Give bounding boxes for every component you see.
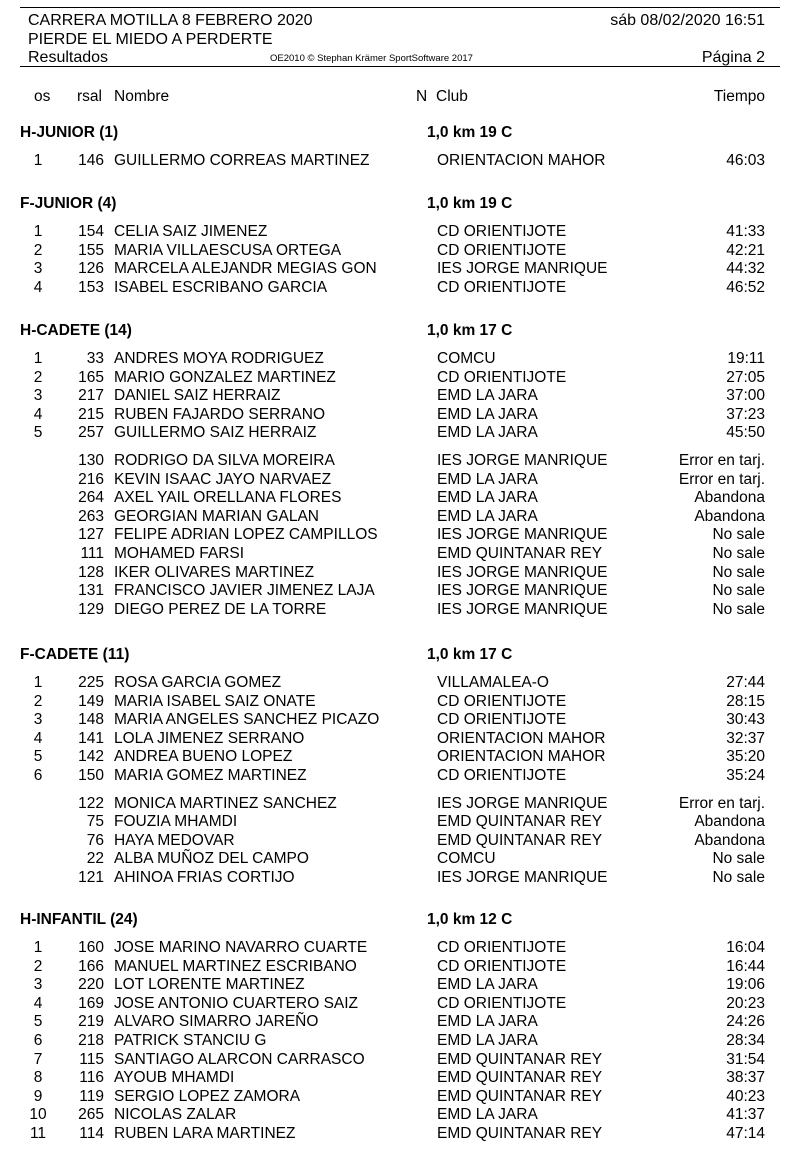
bib-number: 264 bbox=[78, 489, 104, 507]
runner-name: MARIA ISABEL SAIZ ONATE bbox=[114, 692, 316, 710]
col-head-club: Club bbox=[436, 88, 468, 105]
position: 5 bbox=[33, 424, 43, 442]
runner-name: CELIA SAIZ JIMENEZ bbox=[114, 223, 268, 240]
category-heading bbox=[0, 124, 800, 144]
club-name: EMD LA JARA bbox=[437, 470, 538, 488]
result-row bbox=[0, 730, 800, 749]
bib-number: 155 bbox=[78, 241, 104, 259]
club-name: COMCU bbox=[437, 850, 496, 868]
bib-number: 121 bbox=[78, 869, 104, 886]
club-name: ORIENTACION MAHOR bbox=[437, 152, 606, 169]
bib-number: 111 bbox=[80, 545, 104, 562]
result-row bbox=[0, 1013, 800, 1032]
club-name: EMD LA JARA bbox=[437, 1032, 538, 1049]
club-name: CD ORIENTIJOTE bbox=[437, 223, 567, 240]
bib-number: 160 bbox=[78, 939, 104, 956]
bib-number: 217 bbox=[78, 387, 104, 405]
runner-name: ALVARO SIMARRO JAREÑO bbox=[114, 1013, 319, 1031]
finish-time: 38:37 bbox=[726, 1069, 765, 1087]
club-name: COMCU bbox=[437, 350, 496, 367]
club-name: VILLAMALEA-O bbox=[437, 674, 549, 691]
runner-name: ANDREA BUENO LOPEZ bbox=[114, 748, 293, 766]
header-bottom-rule bbox=[20, 66, 780, 67]
non-finisher-row bbox=[0, 452, 800, 471]
runner-name: SERGIO LOPEZ ZAMORA bbox=[114, 1087, 301, 1105]
finish-time: 47:14 bbox=[726, 1125, 765, 1142]
bib-number: 265 bbox=[78, 1106, 104, 1124]
category-heading bbox=[0, 646, 800, 666]
club-name: EMD QUINTANAR REY bbox=[437, 1069, 603, 1087]
position: 3 bbox=[33, 711, 43, 729]
club-name: CD ORIENTIJOTE bbox=[437, 692, 567, 710]
finish-time: 28:15 bbox=[726, 692, 765, 710]
position: 1 bbox=[33, 674, 43, 691]
club-name: CD ORIENTIJOTE bbox=[437, 767, 567, 784]
club-name: IES JORGE MANRIQUE bbox=[437, 526, 608, 544]
bib-number: 22 bbox=[86, 850, 104, 868]
runner-name: MOHAMED FARSI bbox=[114, 545, 245, 562]
result-row bbox=[0, 958, 800, 977]
result-row bbox=[0, 406, 800, 425]
result-row bbox=[0, 1032, 800, 1051]
bib-number: 76 bbox=[86, 831, 104, 849]
bib-number: 215 bbox=[78, 405, 104, 423]
club-name: EMD QUINTANAR REY bbox=[437, 1125, 603, 1142]
runner-name: MARIO GONZALEZ MARTINEZ bbox=[114, 368, 336, 386]
finish-time: No sale bbox=[712, 582, 765, 600]
finish-time: Error en tarj. bbox=[678, 452, 765, 469]
event-title: CARRERA MOTILLA 8 FEBRERO 2020 bbox=[28, 12, 313, 29]
club-name: EMD QUINTANAR REY bbox=[437, 545, 603, 562]
finish-time: 37:23 bbox=[726, 405, 765, 423]
runner-name: MARIA VILLAESCUSA ORTEGA bbox=[114, 241, 342, 259]
non-finisher-row bbox=[0, 582, 800, 601]
category-course-info: 1,0 km 12 C bbox=[427, 911, 513, 928]
category-heading bbox=[0, 322, 800, 342]
runner-name: DANIEL SAIZ HERRAIZ bbox=[114, 387, 281, 405]
result-row bbox=[0, 674, 800, 693]
position: 4 bbox=[33, 729, 43, 747]
club-name: EMD QUINTANAR REY bbox=[437, 1050, 603, 1068]
non-finisher-row bbox=[0, 508, 800, 527]
non-finisher-row bbox=[0, 869, 800, 888]
position: 9 bbox=[33, 1087, 43, 1105]
non-finisher-row bbox=[0, 526, 800, 545]
runner-name: JOSE ANTONIO CUARTERO SAIZ bbox=[114, 994, 359, 1012]
bib-number: 225 bbox=[78, 674, 104, 691]
header-top-rule bbox=[20, 7, 780, 8]
club-name: EMD QUINTANAR REY bbox=[437, 813, 603, 831]
club-name: EMD LA JARA bbox=[437, 424, 538, 442]
runner-name: GUILLERMO SAIZ HERRAIZ bbox=[114, 424, 317, 442]
position: 3 bbox=[33, 976, 43, 994]
runner-name: DIEGO PEREZ DE LA TORRE bbox=[114, 600, 327, 618]
runner-name: AYOUB MHAMDI bbox=[114, 1069, 235, 1087]
position: 1 bbox=[33, 939, 43, 956]
finish-time: No sale bbox=[712, 869, 765, 886]
club-name: EMD LA JARA bbox=[437, 976, 538, 994]
club-name: EMD LA JARA bbox=[437, 489, 538, 507]
position: 3 bbox=[33, 387, 43, 405]
runner-name: LOT LORENTE MARTINEZ bbox=[114, 976, 305, 994]
club-name: CD ORIENTIJOTE bbox=[437, 994, 567, 1012]
col-head-time: Tiempo bbox=[713, 88, 765, 105]
bib-number: 146 bbox=[78, 152, 104, 169]
position: 4 bbox=[33, 994, 43, 1012]
runner-name: GEORGIAN MARIAN GALAN bbox=[114, 507, 319, 525]
category-name: F-CADETE (11) bbox=[20, 646, 130, 663]
runner-name: RUBEN LARA MARTINEZ bbox=[114, 1125, 296, 1142]
runner-name: AHINOA FRIAS CORTIJO bbox=[114, 869, 295, 886]
club-name: IES JORGE MANRIQUE bbox=[437, 563, 608, 581]
bib-number: 154 bbox=[78, 223, 104, 240]
result-row bbox=[0, 242, 800, 261]
finish-time: No sale bbox=[712, 545, 765, 562]
position: 2 bbox=[33, 957, 43, 975]
position: 2 bbox=[33, 368, 43, 386]
runner-name: MARIA ANGELES SANCHEZ PICAZO bbox=[114, 711, 380, 729]
category-name: H-JUNIOR (1) bbox=[20, 124, 119, 141]
club-name: EMD LA JARA bbox=[437, 387, 538, 405]
result-row bbox=[0, 748, 800, 767]
bib-number: 220 bbox=[78, 976, 104, 994]
finish-time: 35:20 bbox=[726, 748, 765, 766]
position: 2 bbox=[33, 692, 43, 710]
runner-name: KEVIN ISAAC JAYO NARVAEZ bbox=[114, 470, 332, 488]
finish-time: Abandona bbox=[694, 813, 765, 831]
finish-time: 20:23 bbox=[726, 994, 765, 1012]
runner-name: FELIPE ADRIAN LOPEZ CAMPILLOS bbox=[114, 526, 378, 544]
category-heading bbox=[0, 195, 800, 215]
club-name: CD ORIENTIJOTE bbox=[437, 368, 567, 386]
finish-time: No sale bbox=[712, 563, 765, 581]
bib-number: 127 bbox=[78, 526, 104, 544]
bib-number: 122 bbox=[78, 794, 104, 812]
finish-time: 44:32 bbox=[726, 260, 765, 278]
bib-number: 165 bbox=[78, 368, 104, 386]
non-finisher-row bbox=[0, 564, 800, 583]
category-name: H-CADETE (14) bbox=[20, 322, 132, 339]
runner-name: ROSA GARCIA GOMEZ bbox=[114, 674, 282, 691]
club-name: EMD LA JARA bbox=[437, 1013, 538, 1031]
runner-name: IKER OLIVARES MARTINEZ bbox=[114, 563, 315, 581]
position: 3 bbox=[33, 260, 43, 278]
bib-number: 129 bbox=[78, 600, 104, 618]
bib-number: 141 bbox=[78, 729, 104, 747]
finish-time: Error en tarj. bbox=[678, 470, 765, 488]
bib-number: 128 bbox=[78, 563, 104, 581]
bib-number: 148 bbox=[78, 711, 104, 729]
finish-time: 31:54 bbox=[726, 1050, 765, 1068]
runner-name: HAYA MEDOVAR bbox=[114, 831, 235, 849]
finish-time: 41:33 bbox=[726, 223, 765, 240]
finish-time: 28:34 bbox=[726, 1032, 765, 1049]
bib-number: 149 bbox=[78, 692, 104, 710]
result-row bbox=[0, 976, 800, 995]
club-name: EMD QUINTANAR REY bbox=[437, 831, 603, 849]
club-name: IES JORGE MANRIQUE bbox=[437, 260, 608, 278]
event-subtitle: PIERDE EL MIEDO A PERDERTE bbox=[28, 31, 273, 48]
runner-name: JOSE MARINO NAVARRO CUARTE bbox=[114, 939, 368, 956]
club-name: IES JORGE MANRIQUE bbox=[437, 600, 608, 618]
position: 4 bbox=[33, 405, 43, 423]
finish-time: 40:23 bbox=[726, 1087, 765, 1105]
bib-number: 263 bbox=[78, 507, 104, 525]
result-row bbox=[0, 350, 800, 369]
result-row bbox=[0, 1051, 800, 1070]
finish-time: Abandona bbox=[694, 831, 765, 849]
bib-number: 119 bbox=[79, 1087, 104, 1105]
position: 6 bbox=[33, 1032, 43, 1049]
position: 1 bbox=[33, 152, 43, 169]
runner-name: FRANCISCO JAVIER JIMENEZ LAJA bbox=[114, 582, 375, 600]
club-name: CD ORIENTIJOTE bbox=[437, 957, 567, 975]
position: 10 bbox=[29, 1106, 47, 1124]
club-name: EMD LA JARA bbox=[437, 405, 538, 423]
bib-number: 114 bbox=[79, 1125, 104, 1142]
bib-number: 150 bbox=[78, 767, 104, 784]
result-row bbox=[0, 387, 800, 406]
position: 5 bbox=[33, 1013, 43, 1031]
position: 5 bbox=[33, 748, 43, 766]
club-name: EMD LA JARA bbox=[437, 1106, 538, 1124]
runner-name: MARCELA ALEJANDR MEGIAS GON bbox=[114, 260, 377, 278]
category-heading bbox=[0, 911, 800, 931]
club-name: ORIENTACION MAHOR bbox=[437, 729, 606, 747]
finish-time: 41:37 bbox=[726, 1106, 765, 1124]
finish-time: 19:06 bbox=[726, 976, 765, 994]
col-head-num: rsal bbox=[77, 88, 102, 105]
runner-name: AXEL YAIL ORELLANA FLORES bbox=[114, 489, 342, 507]
col-head-name: Nombre bbox=[114, 88, 170, 105]
finish-time: No sale bbox=[712, 600, 765, 618]
finish-time: 46:52 bbox=[726, 278, 765, 296]
bib-number: 131 bbox=[78, 582, 104, 600]
category-course-info: 1,0 km 19 C bbox=[427, 195, 513, 212]
position: 1 bbox=[33, 223, 43, 240]
runner-name: NICOLAS ZALAR bbox=[114, 1106, 237, 1124]
bib-number: 142 bbox=[78, 748, 104, 766]
finish-time: 32:37 bbox=[726, 729, 765, 747]
runner-name: MONICA MARTINEZ SANCHEZ bbox=[114, 794, 337, 812]
club-name: IES JORGE MANRIQUE bbox=[437, 794, 608, 812]
page-number: Página 2 bbox=[701, 49, 765, 66]
result-row bbox=[0, 1088, 800, 1107]
finish-time: 16:04 bbox=[726, 939, 765, 956]
category-name: F-JUNIOR (4) bbox=[20, 195, 117, 212]
position: 4 bbox=[33, 278, 43, 296]
club-name: CD ORIENTIJOTE bbox=[437, 711, 567, 729]
finish-time: No sale bbox=[712, 850, 765, 868]
non-finisher-row bbox=[0, 850, 800, 869]
runner-name: SANTIAGO ALARCON CARRASCO bbox=[114, 1050, 365, 1068]
finish-time: 35:24 bbox=[726, 767, 765, 784]
bib-number: 153 bbox=[78, 278, 104, 296]
result-row bbox=[0, 939, 800, 958]
non-finisher-row bbox=[0, 795, 800, 814]
finish-time: 27:05 bbox=[726, 368, 765, 386]
result-row bbox=[0, 1125, 800, 1144]
finish-time: 42:21 bbox=[726, 241, 765, 259]
bib-number: 166 bbox=[78, 957, 104, 975]
bib-number: 116 bbox=[79, 1069, 104, 1087]
result-row bbox=[0, 223, 800, 242]
club-name: CD ORIENTIJOTE bbox=[437, 241, 567, 259]
runner-name: MARIA GOMEZ MARTINEZ bbox=[114, 767, 307, 784]
bib-number: 219 bbox=[78, 1013, 104, 1031]
col-head-n: N bbox=[416, 88, 428, 105]
finish-time: No sale bbox=[712, 526, 765, 544]
bib-number: 218 bbox=[78, 1032, 104, 1049]
club-name: ORIENTACION MAHOR bbox=[437, 748, 606, 766]
category-course-info: 1,0 km 17 C bbox=[427, 322, 513, 339]
category-name: H-INFANTIL (24) bbox=[20, 911, 138, 928]
finish-time: 16:44 bbox=[726, 957, 765, 975]
result-row bbox=[0, 152, 800, 171]
result-row bbox=[0, 995, 800, 1014]
bib-number: 126 bbox=[78, 260, 104, 278]
club-name: CD ORIENTIJOTE bbox=[437, 278, 567, 296]
finish-time: 37:00 bbox=[726, 387, 765, 405]
bib-number: 216 bbox=[78, 470, 104, 488]
club-name: IES JORGE MANRIQUE bbox=[437, 582, 608, 600]
result-row bbox=[0, 711, 800, 730]
bib-number: 257 bbox=[78, 424, 104, 442]
club-name: IES JORGE MANRIQUE bbox=[437, 869, 608, 886]
club-name: EMD LA JARA bbox=[437, 507, 538, 525]
bib-number: 75 bbox=[86, 813, 104, 831]
non-finisher-row bbox=[0, 601, 800, 620]
bib-number: 33 bbox=[86, 350, 104, 367]
result-row bbox=[0, 369, 800, 388]
non-finisher-row bbox=[0, 832, 800, 851]
software-credit: OE2010 © Stephan Krämer SportSoftware 2017 bbox=[270, 53, 473, 64]
non-finisher-row bbox=[0, 471, 800, 490]
finish-time: Abandona bbox=[694, 507, 765, 525]
result-row bbox=[0, 767, 800, 786]
club-name: IES JORGE MANRIQUE bbox=[437, 452, 608, 469]
finish-time: 27:44 bbox=[726, 674, 765, 691]
runner-name: GUILLERMO CORREAS MARTINEZ bbox=[114, 152, 370, 169]
position: 6 bbox=[33, 767, 43, 784]
result-row bbox=[0, 1106, 800, 1125]
finish-time: 45:50 bbox=[726, 424, 765, 442]
category-course-info: 1,0 km 17 C bbox=[427, 646, 513, 663]
finish-time: 24:26 bbox=[726, 1013, 765, 1031]
runner-name: LOLA JIMENEZ SERRANO bbox=[114, 729, 305, 747]
result-row bbox=[0, 424, 800, 443]
position: 7 bbox=[33, 1050, 43, 1068]
bib-number: 115 bbox=[79, 1050, 104, 1068]
position: 8 bbox=[33, 1069, 43, 1087]
club-name: CD ORIENTIJOTE bbox=[437, 939, 567, 956]
runner-name: RUBEN FAJARDO SERRANO bbox=[114, 405, 326, 423]
result-row bbox=[0, 260, 800, 279]
bib-number: 169 bbox=[78, 994, 104, 1012]
position: 2 bbox=[33, 241, 43, 259]
print-datetime: sáb 08/02/2020 16:51 bbox=[610, 12, 765, 29]
finish-time: 46:03 bbox=[726, 152, 765, 169]
runner-name: ISABEL ESCRIBANO GARCIA bbox=[114, 278, 328, 296]
runner-name: RODRIGO DA SILVA MOREIRA bbox=[114, 452, 335, 469]
runner-name: MANUEL MARTINEZ ESCRIBANO bbox=[114, 957, 357, 975]
runner-name: ALBA MUÑOZ DEL CAMPO bbox=[114, 850, 309, 868]
col-head-pos: os bbox=[34, 88, 51, 105]
non-finisher-row bbox=[0, 489, 800, 508]
section-title: Resultados bbox=[28, 49, 109, 66]
finish-time: 30:43 bbox=[726, 711, 765, 729]
runner-name: ANDRES MOYA RODRIGUEZ bbox=[114, 350, 324, 367]
finish-time: Abandona bbox=[694, 489, 765, 507]
result-row bbox=[0, 1069, 800, 1088]
finish-time: Error en tarj. bbox=[678, 794, 765, 812]
result-row bbox=[0, 693, 800, 712]
category-course-info: 1,0 km 19 C bbox=[427, 124, 513, 141]
finish-time: 19:11 bbox=[727, 350, 765, 367]
bib-number: 130 bbox=[78, 452, 104, 469]
non-finisher-row bbox=[0, 545, 800, 564]
runner-name: PATRICK STANCIU G bbox=[114, 1032, 267, 1049]
position: 1 bbox=[33, 350, 43, 367]
position: 11 bbox=[29, 1125, 47, 1142]
result-row bbox=[0, 279, 800, 298]
club-name: EMD QUINTANAR REY bbox=[437, 1087, 603, 1105]
non-finisher-row bbox=[0, 813, 800, 832]
runner-name: FOUZIA MHAMDI bbox=[114, 813, 238, 831]
